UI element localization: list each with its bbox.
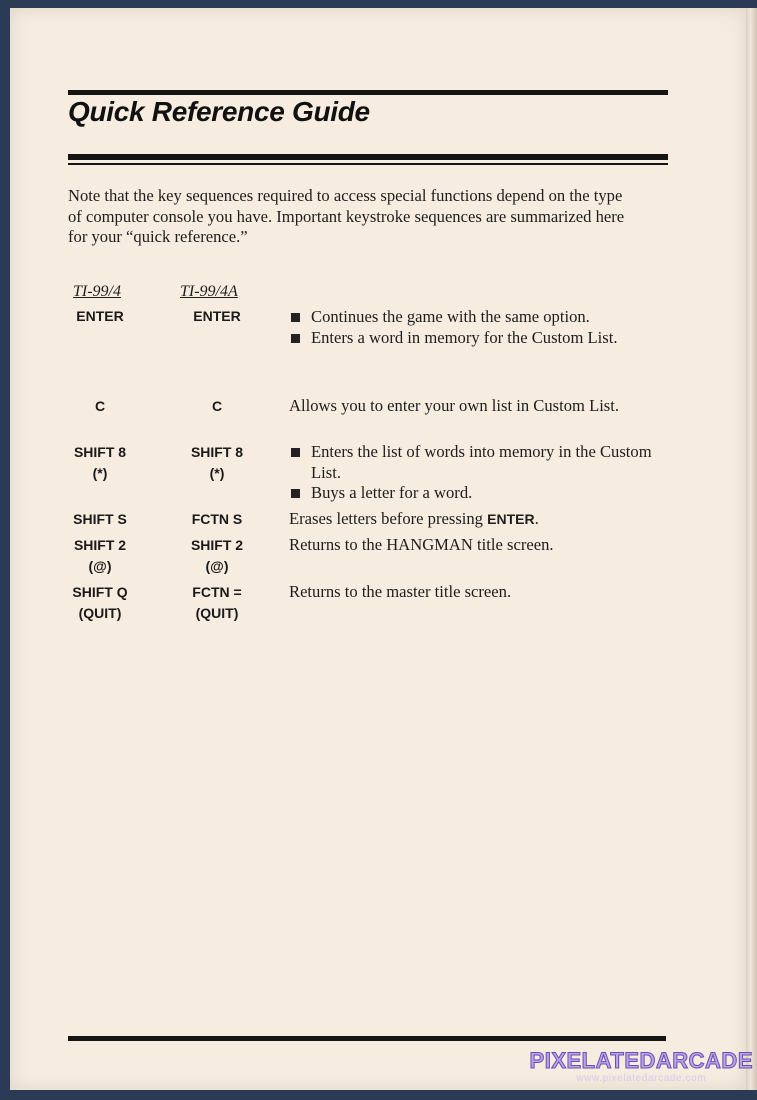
- page-edge: [746, 8, 757, 1090]
- key-ti994: SHIFT 8 (*): [73, 444, 127, 481]
- enter-key-label: ENTER: [487, 511, 535, 527]
- page-title: Quick Reference Guide: [68, 96, 370, 127]
- title-rule-thick: [68, 154, 668, 160]
- bullet-square-icon: [291, 334, 300, 343]
- bullet-square-icon: [291, 489, 300, 498]
- key-ti994a: SHIFT 2 (@): [190, 537, 244, 574]
- key-ti994: SHIFT Q (QUIT): [72, 584, 128, 621]
- title-rule-thin: [68, 163, 668, 165]
- top-rule: [68, 90, 668, 95]
- key-ti994a: SHIFT 8 (*): [190, 444, 244, 481]
- key-ti994a: ENTER: [193, 308, 241, 324]
- list-item: Enters a word in memory for the Custom List.: [289, 328, 659, 349]
- bullet-square-icon: [291, 448, 300, 457]
- bottom-rule: [68, 1036, 666, 1041]
- list-item: Enters the list of words into memory in the Custom List.: [289, 442, 659, 483]
- key-ti994: C: [94, 398, 106, 414]
- key-ti994a: C: [211, 398, 223, 414]
- description: [289, 442, 659, 504]
- bullet-square-icon: [291, 313, 300, 322]
- description: Erases letters before pressing ENTER.: [289, 509, 539, 528]
- description: Returns to the master title screen.: [289, 582, 512, 601]
- description: Returns to the HANGMAN title screen.: [289, 535, 554, 554]
- description: Allows you to enter your own list in Custom List.: [289, 396, 620, 415]
- column-header-ti994: TI-99/4: [73, 283, 121, 300]
- list-item: Continues the game with the same option.: [289, 307, 659, 328]
- watermark-url: www.pixelatedarcade.com: [576, 1073, 707, 1084]
- description: [289, 307, 659, 348]
- key-ti994: ENTER: [76, 308, 124, 324]
- key-ti994: SHIFT S: [73, 511, 127, 527]
- column-header-ti994a: TI-99/4A: [180, 283, 238, 300]
- key-ti994: SHIFT 2 (@): [73, 537, 127, 574]
- watermark: [530, 1049, 753, 1084]
- key-ti994a: FCTN S: [191, 511, 243, 527]
- key-ti994a: FCTN = (QUIT): [192, 584, 242, 621]
- watermark-logo: PIXELATEDARCADE: [529, 1048, 753, 1073]
- intro-paragraph: Note that the key sequences required to access special functions depend on the type of computer console you have. Important keystroke sequences are summarized here for your “quick reference.”: [68, 186, 625, 247]
- list-item: Buys a letter for a word.: [289, 483, 659, 504]
